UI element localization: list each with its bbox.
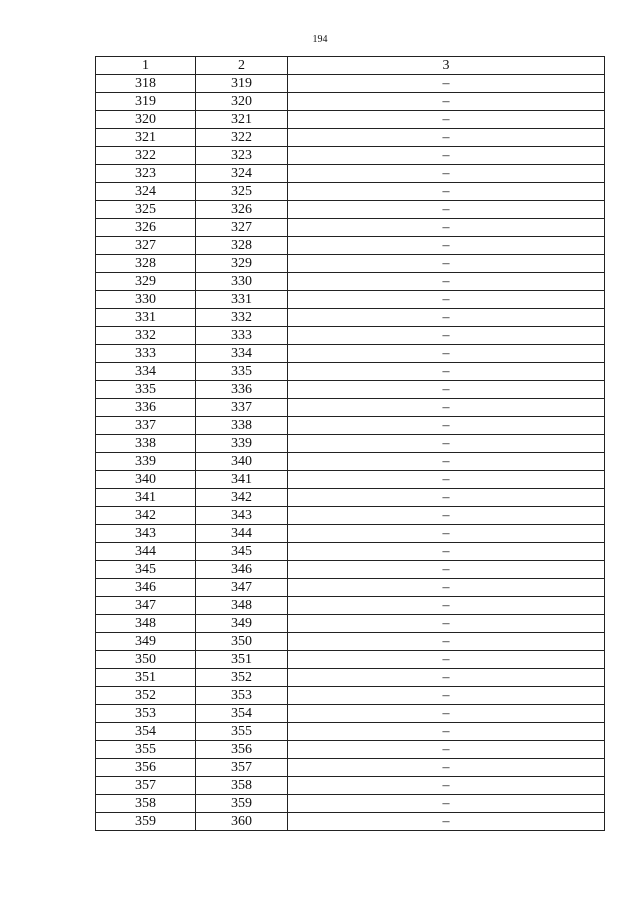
table-header [96,57,605,75]
table-cell-col-3: – [288,291,605,309]
table-cell-col-2: 331 [196,291,288,309]
table-cell-col-1: 327 [96,237,196,255]
table-cell-col-1: 340 [96,471,196,489]
table-cell-col-2: 351 [196,651,288,669]
table-cell-col-3: – [288,111,605,129]
table-cell-col-3: – [288,255,605,273]
page-number: 194 [312,34,328,45]
table-cell-col-3: – [288,345,605,363]
table-row [96,687,605,705]
table-cell-col-2: 346 [196,561,288,579]
table-body [96,75,605,831]
table-cell-col-1: 331 [96,309,196,327]
table-cell-col-1: 326 [96,219,196,237]
table-row [96,597,605,615]
table-cell-col-1: 357 [96,777,196,795]
table-cell-col-2: 332 [196,309,288,327]
table-row [96,165,605,183]
table-cell-col-1: 320 [96,111,196,129]
table-cell-col-2: 322 [196,129,288,147]
table-row [96,219,605,237]
table-cell-col-3: – [288,93,605,111]
table-cell-col-1: 353 [96,705,196,723]
table-cell-col-2: 352 [196,669,288,687]
table-cell-col-3: – [288,489,605,507]
table-row [96,237,605,255]
table-cell-col-1: 349 [96,633,196,651]
table-header-row [96,57,605,75]
table-cell-col-3: – [288,651,605,669]
table-cell-col-3: – [288,435,605,453]
table-cell-col-1: 359 [96,813,196,831]
table-cell-col-2: 327 [196,219,288,237]
table-row [96,255,605,273]
table-row [96,579,605,597]
table-cell-col-1: 319 [96,93,196,111]
table-cell-col-2: 339 [196,435,288,453]
table-cell-col-3: – [288,687,605,705]
table-cell-col-2: 320 [196,93,288,111]
table-cell-col-2: 333 [196,327,288,345]
table-cell-col-1: 324 [96,183,196,201]
table-cell-col-2: 343 [196,507,288,525]
table-row [96,633,605,651]
table-cell-col-1: 342 [96,507,196,525]
table-cell-col-3: – [288,273,605,291]
table-row [96,129,605,147]
table-row [96,327,605,345]
column-header-2: 2 [196,57,288,75]
table-cell-col-3: – [288,795,605,813]
table-cell-col-2: 328 [196,237,288,255]
table-cell-col-1: 354 [96,723,196,741]
table-row [96,417,605,435]
table-cell-col-3: – [288,453,605,471]
table-cell-col-2: 338 [196,417,288,435]
table-cell-col-1: 351 [96,669,196,687]
table-row [96,543,605,561]
table-cell-col-3: – [288,309,605,327]
table-row [96,345,605,363]
table-cell-col-1: 358 [96,795,196,813]
column-header-1: 1 [96,57,196,75]
table-cell-col-3: – [288,219,605,237]
table-cell-col-3: – [288,633,605,651]
table-cell-col-1: 334 [96,363,196,381]
table-cell-col-3: – [288,579,605,597]
table-cell-col-1: 347 [96,597,196,615]
table-row [96,435,605,453]
table-cell-col-3: – [288,165,605,183]
table-row [96,777,605,795]
table-cell-col-1: 336 [96,399,196,417]
table-row [96,489,605,507]
table-row [96,453,605,471]
table-cell-col-2: 340 [196,453,288,471]
table-cell-col-2: 357 [196,759,288,777]
table-row [96,363,605,381]
table-cell-col-1: 323 [96,165,196,183]
table-row [96,309,605,327]
table-cell-col-2: 334 [196,345,288,363]
table-cell-col-2: 335 [196,363,288,381]
table-cell-col-1: 341 [96,489,196,507]
table-row [96,525,605,543]
table-row [96,651,605,669]
table-cell-col-2: 336 [196,381,288,399]
table-cell-col-3: – [288,201,605,219]
table-cell-col-2: 349 [196,615,288,633]
table-cell-col-2: 324 [196,165,288,183]
table-cell-col-3: – [288,741,605,759]
table-cell-col-1: 325 [96,201,196,219]
table-cell-col-2: 360 [196,813,288,831]
table-cell-col-2: 348 [196,597,288,615]
table-cell-col-3: – [288,381,605,399]
table-row [96,75,605,93]
table-cell-col-2: 347 [196,579,288,597]
table-cell-col-2: 342 [196,489,288,507]
table-cell-col-1: 318 [96,75,196,93]
table-row [96,471,605,489]
table-cell-col-1: 343 [96,525,196,543]
table-cell-col-1: 352 [96,687,196,705]
table-row [96,723,605,741]
table-cell-col-1: 321 [96,129,196,147]
table-cell-col-2: 355 [196,723,288,741]
table-cell-col-2: 354 [196,705,288,723]
table-cell-col-2: 358 [196,777,288,795]
table-cell-col-1: 330 [96,291,196,309]
table-row [96,399,605,417]
table-cell-col-2: 323 [196,147,288,165]
table-cell-col-3: – [288,525,605,543]
table-cell-col-1: 350 [96,651,196,669]
table-cell-col-1: 328 [96,255,196,273]
table-row [96,813,605,831]
data-table [95,56,605,831]
table-cell-col-2: 341 [196,471,288,489]
table-cell-col-3: – [288,237,605,255]
table-cell-col-1: 339 [96,453,196,471]
table-cell-col-3: – [288,543,605,561]
table-row [96,669,605,687]
table-cell-col-2: 319 [196,75,288,93]
table-cell-col-3: – [288,147,605,165]
table-cell-col-3: – [288,507,605,525]
table-cell-col-2: 353 [196,687,288,705]
table-cell-col-3: – [288,183,605,201]
table-cell-col-1: 329 [96,273,196,291]
table-cell-col-3: – [288,363,605,381]
table-row [96,201,605,219]
table-cell-col-1: 355 [96,741,196,759]
table-row [96,795,605,813]
table-row [96,507,605,525]
table-cell-col-3: – [288,327,605,345]
table-cell-col-1: 344 [96,543,196,561]
table-cell-col-3: – [288,669,605,687]
table-row [96,615,605,633]
table-cell-col-1: 333 [96,345,196,363]
table-cell-col-1: 348 [96,615,196,633]
table-cell-col-2: 330 [196,273,288,291]
table-cell-col-2: 359 [196,795,288,813]
table-cell-col-1: 345 [96,561,196,579]
table-cell-col-3: – [288,129,605,147]
table-cell-col-1: 322 [96,147,196,165]
table-row [96,561,605,579]
table-row [96,93,605,111]
table-cell-col-3: – [288,777,605,795]
table-row [96,705,605,723]
table-cell-col-3: – [288,75,605,93]
table-row [96,381,605,399]
table-cell-col-3: – [288,759,605,777]
table-cell-col-2: 356 [196,741,288,759]
table-cell-col-2: 350 [196,633,288,651]
table-cell-col-2: 326 [196,201,288,219]
table-cell-col-2: 329 [196,255,288,273]
table-row [96,147,605,165]
table-row [96,291,605,309]
table-row [96,273,605,291]
table-cell-col-3: – [288,471,605,489]
table-cell-col-3: – [288,705,605,723]
table-row [96,111,605,129]
table-row [96,759,605,777]
table-cell-col-2: 344 [196,525,288,543]
table-cell-col-3: – [288,561,605,579]
table-row [96,741,605,759]
table-cell-col-2: 345 [196,543,288,561]
table-cell-col-1: 338 [96,435,196,453]
table-cell-col-3: – [288,813,605,831]
table-cell-col-1: 356 [96,759,196,777]
table-cell-col-1: 332 [96,327,196,345]
table-cell-col-1: 346 [96,579,196,597]
table-cell-col-3: – [288,417,605,435]
table-row [96,183,605,201]
table-cell-col-3: – [288,723,605,741]
table-cell-col-2: 321 [196,111,288,129]
table-cell-col-3: – [288,615,605,633]
table-cell-col-2: 337 [196,399,288,417]
table-cell-col-2: 325 [196,183,288,201]
table-cell-col-3: – [288,399,605,417]
table-cell-col-1: 335 [96,381,196,399]
table-cell-col-1: 337 [96,417,196,435]
table-cell-col-3: – [288,597,605,615]
column-header-3: 3 [288,57,605,75]
